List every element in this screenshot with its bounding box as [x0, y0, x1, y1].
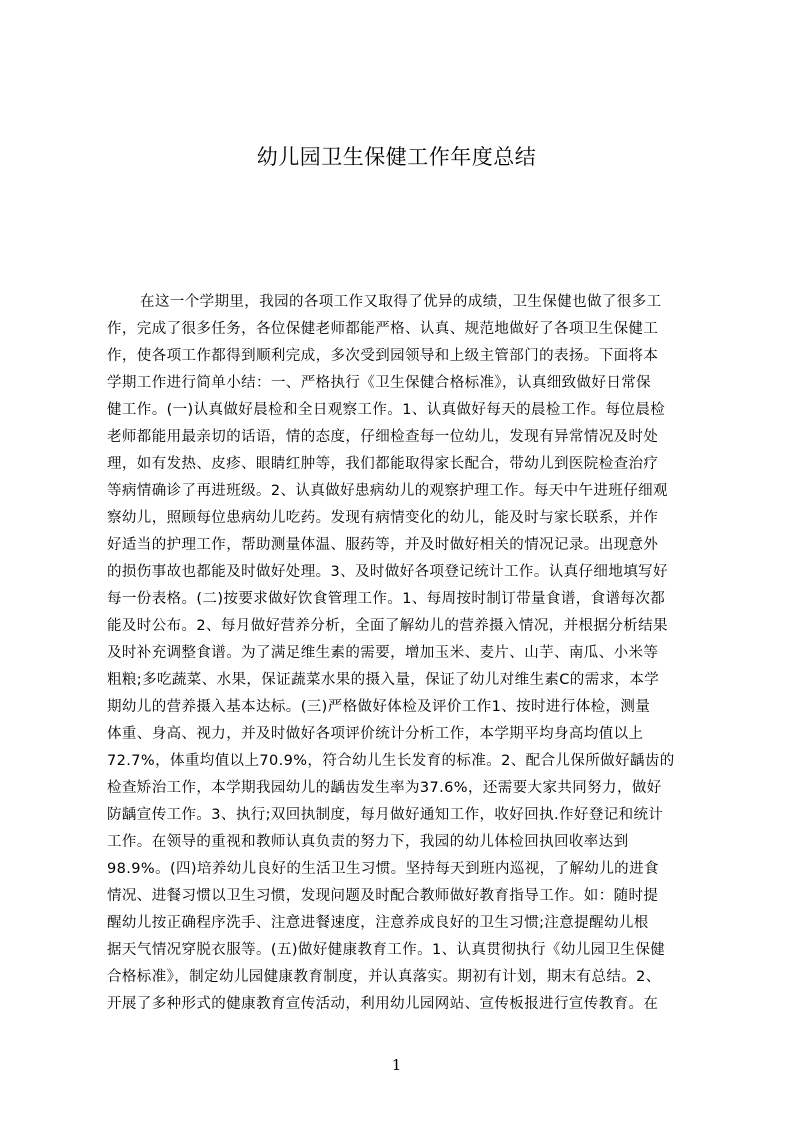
text-line: 察幼儿，照顾每位患病幼儿吃药。发现有病情变化的幼儿，能及时与家长联系，并作: [107, 510, 659, 526]
text-line: 学期工作进行简单小结：一、严格执行《卫生保健合格标准》，认真细致做好日常保: [107, 375, 652, 391]
text-line: 据天气情况穿脱衣服等。(五)做好健康教育工作。1、认真贯彻执行《幼儿园卫生保健: [107, 942, 666, 958]
text-line: 好适当的护理工作，帮助测量体温、服药等，并及时做好相关的情况记录。出现意外: [107, 537, 659, 553]
text-line: 作，完成了很多任务，各位保健老师都能严格、认真、规范地做好了各项卫生保健工: [107, 321, 659, 337]
text-line: 的损伤事故也都能及时做好处理。3、及时做好各项登记统计工作。认真仔细地填写好: [107, 564, 668, 580]
text-line: 体重、身高、视力，并及时做好各项评价统计分析工作，本学期平均身高均值以上: [107, 726, 644, 742]
text-line: 合格标准》，制定幼儿园健康教育制度，并认真落实。期初有计划，期末有总结。2、: [107, 969, 661, 985]
text-line: 工作。在领导的重视和教师认真负责的努力下，我园的幼儿体检回执回收率达到: [107, 834, 629, 850]
text-line: 98.9%。(四)培养幼儿良好的生活卫生习惯。坚持每天到班内巡视，了解幼儿的进食: [107, 861, 659, 877]
text-line: 理，如有发热、皮疹、眼睛红肿等，我们都能取得家长配合，带幼儿到医院检查治疗: [107, 456, 659, 472]
text-line: 在这一个学期里，我园的各项工作又取得了优异的成绩，卫生保健也做了很多工: [140, 294, 662, 310]
text-line: 情况、进餐习惯以卫生习惯，发现问题及时配合教师做好教育指导工作。如：随时提: [107, 888, 659, 904]
text-line: 健工作。(一)认真做好晨检和全日观察工作。1、认真做好每天的晨检工作。每位晨检: [107, 402, 666, 418]
text-line: 等病情确诊了再进班级。2、认真做好患病幼儿的观察护理工作。每天中午进班仔细观: [107, 483, 668, 499]
document-title: 幼儿园卫生保健工作年度总结: [256, 145, 537, 169]
text-line: 开展了多种形式的健康教育宣传活动，利用幼儿园网站、宣传板报进行宣传教育。在: [107, 996, 659, 1012]
text-line: 老师都能用最亲切的话语，情的态度，仔细检查每一位幼儿，发现有异常情况及时处: [107, 429, 659, 445]
text-line: 期幼儿的营养摄入基本达标。(三)严格做好体检及评价工作1、按时进行体检，测量: [107, 699, 651, 715]
text-line: 防龋宣传工作。3、执行;双回执制度，每月做好通知工作，收好回执.作好登记和统计: [107, 807, 664, 823]
text-line: 72.7%，体重均值以上70.9%，符合幼儿生长发育的标准。2、配合儿保所做好龋齿的: [107, 753, 675, 769]
text-line: 粗粮;多吃蔬菜、水果，保证蔬菜水果的摄入量，保证了幼儿对维生素C的需求，本学: [107, 672, 660, 688]
page-number: 1: [391, 1056, 402, 1074]
text-line: 作，使各项工作都得到顺利完成，多次受到园领导和上级主管部门的表扬。下面将本: [107, 348, 659, 364]
body-paragraph: [107, 289, 697, 1018]
text-line: 及时补充调整食谱。为了满足维生素的需要，增加玉米、麦片、山芋、南瓜、小米等: [107, 645, 659, 661]
text-line: 检查矫治工作，本学期我园幼儿的龋齿发生率为37.6%，还需要大家共同努力，做好: [107, 780, 662, 796]
text-line: 醒幼儿按正确程序洗手、注意进餐速度，注意养成良好的卫生习惯;注意提醒幼儿根: [107, 915, 649, 931]
text-line: 每一份表格。(二)按要求做好饮食管理工作。1、每周按时制订带量食谱，食谱每次都: [107, 591, 666, 607]
text-line: 能及时公布。2、每月做好营养分析，全面了解幼儿的营养摄入情况，并根据分析结果: [107, 618, 668, 634]
